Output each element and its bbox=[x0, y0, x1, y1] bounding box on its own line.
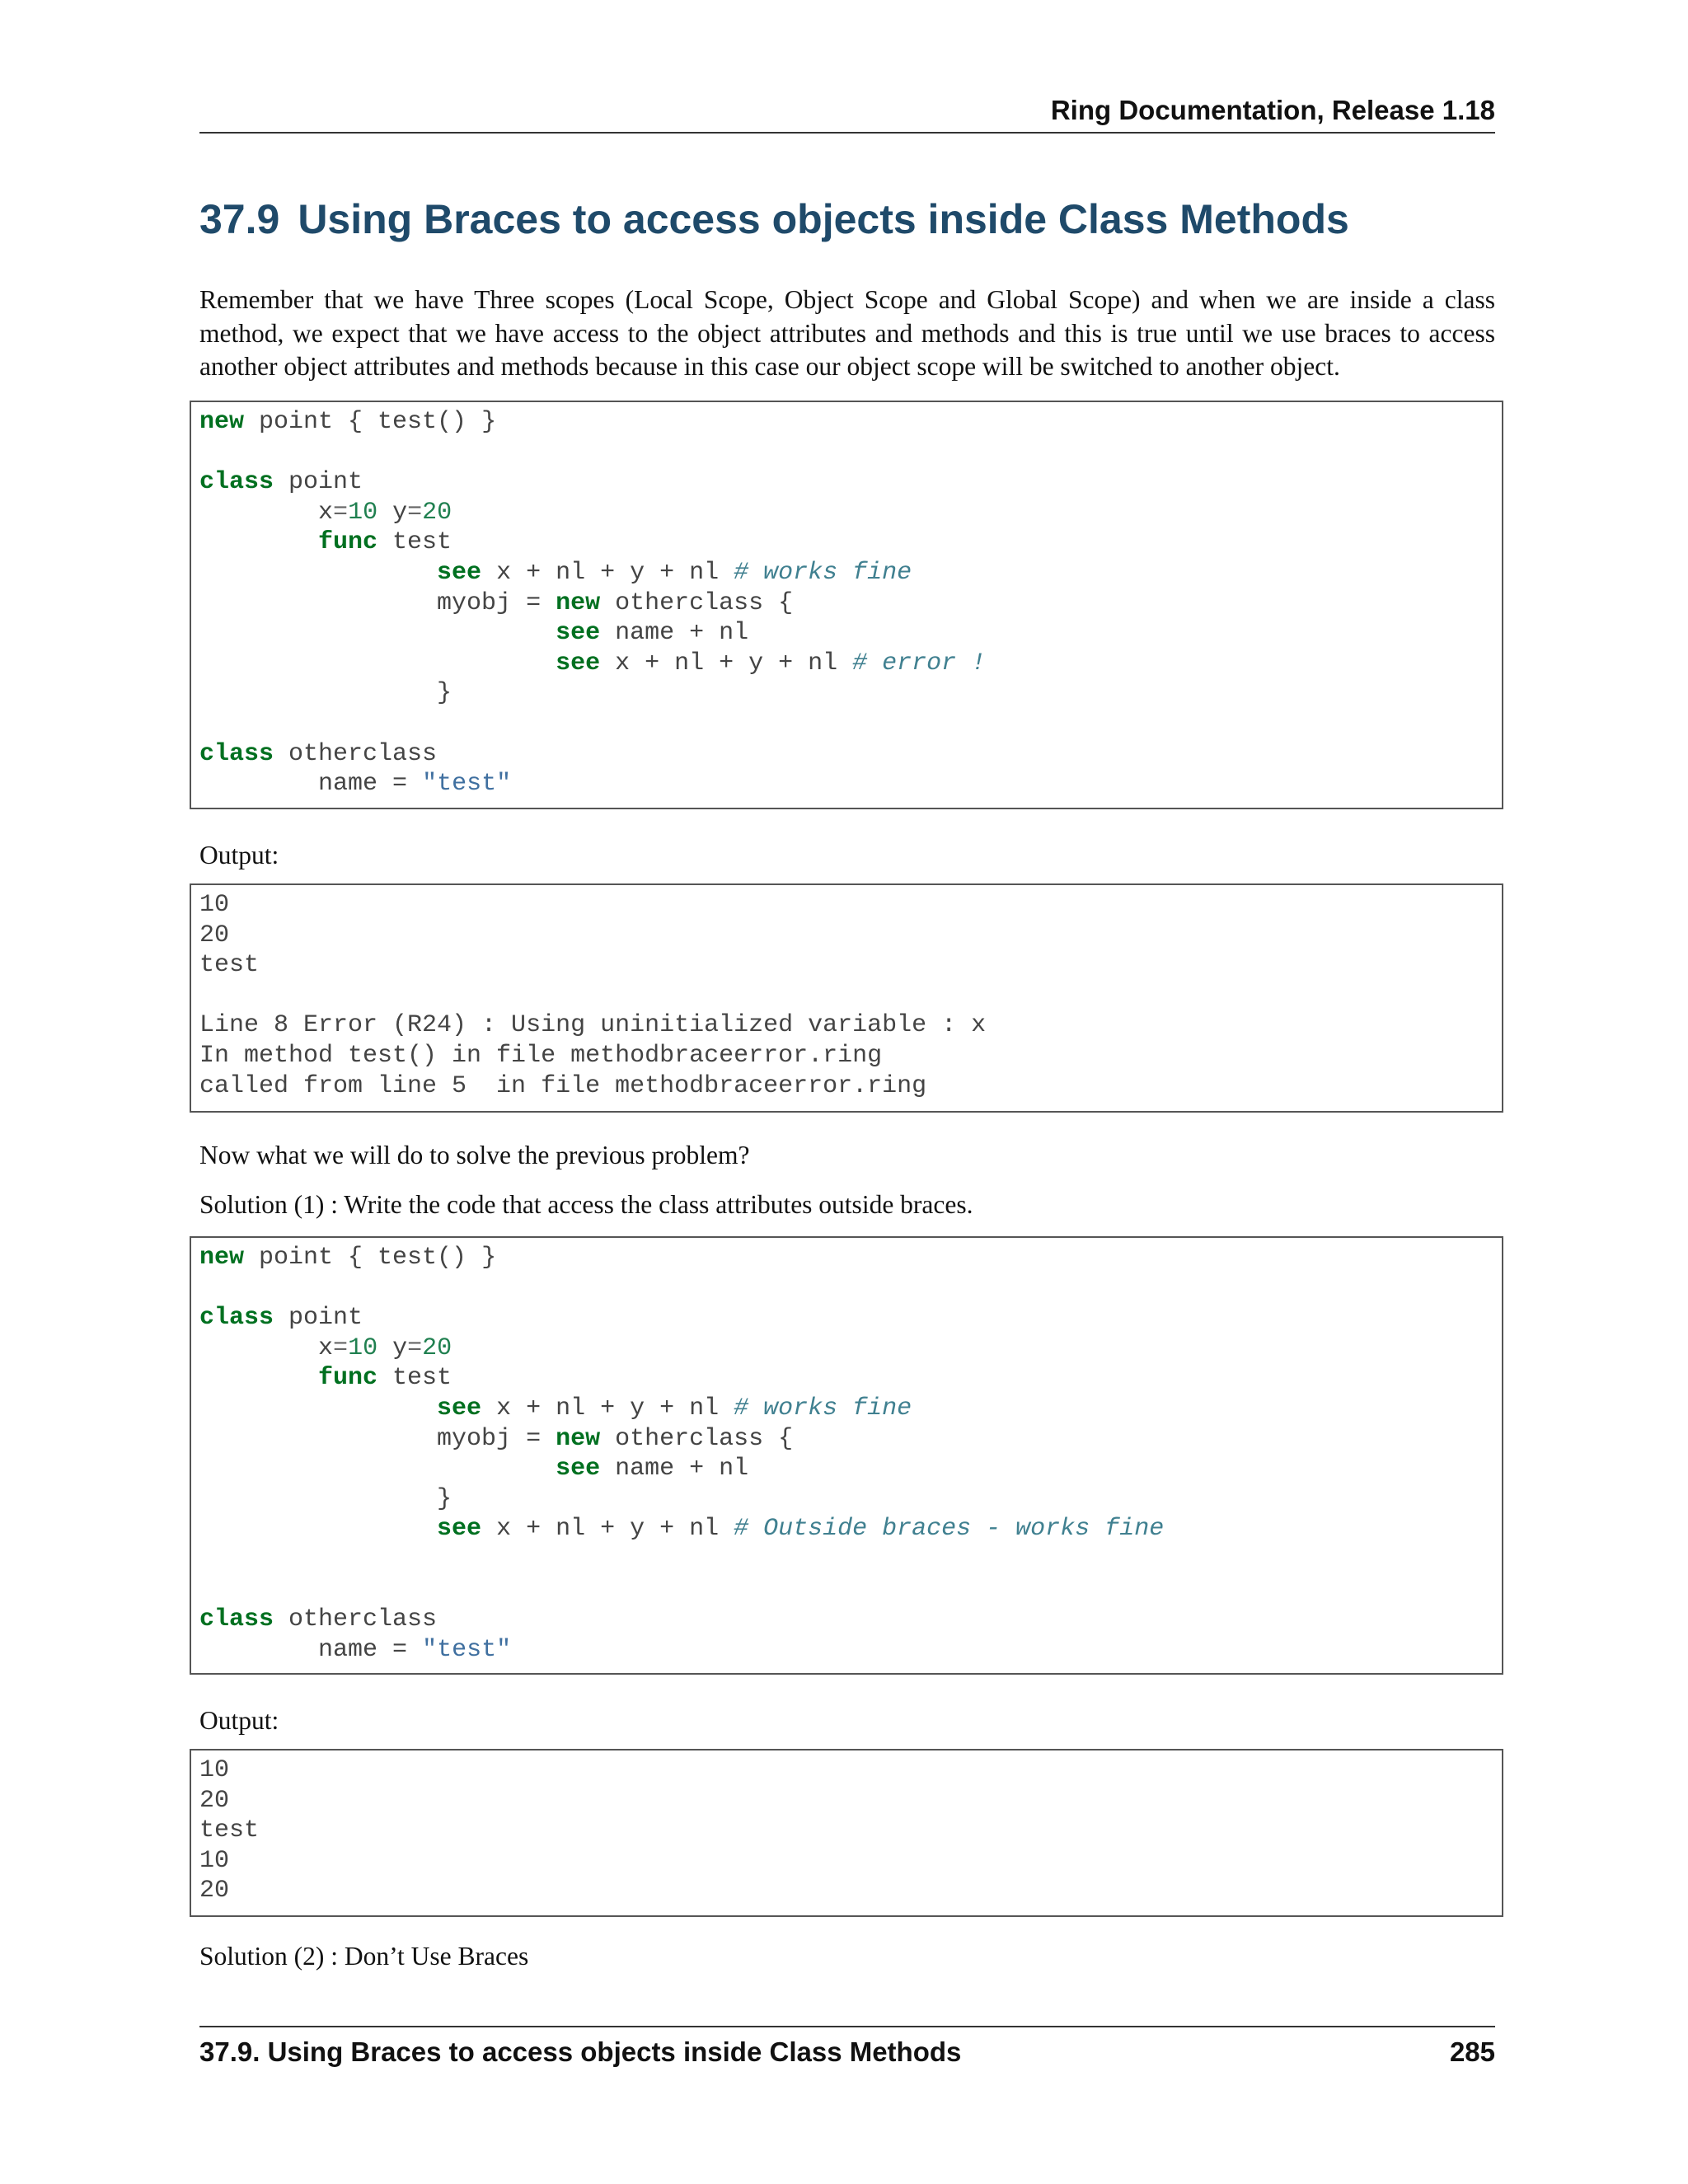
code-line bbox=[199, 588, 1493, 619]
output-line bbox=[199, 981, 1493, 1011]
output-line: called from line 5 in file methodbraceerror.ring bbox=[199, 1071, 927, 1100]
code-token: # Outside braces - works fine bbox=[734, 1515, 1165, 1544]
code-token: # works fine bbox=[734, 1394, 912, 1422]
code-token: # works fine bbox=[734, 558, 912, 587]
code-token: otherclass { bbox=[600, 1424, 794, 1453]
code-token: point bbox=[274, 468, 363, 497]
code-token: "test" bbox=[422, 1635, 512, 1664]
solution-1-paragraph: Solution (1) : Write the code that access the class attributes outside braces. bbox=[199, 1190, 973, 1219]
code-token: see bbox=[556, 649, 601, 677]
code-line bbox=[199, 558, 1493, 588]
header-title: Ring Documentation, Release 1.18 bbox=[1050, 95, 1495, 125]
code-line bbox=[199, 1484, 1493, 1515]
code-token: see bbox=[556, 1455, 601, 1483]
output-block-2 bbox=[190, 1749, 1503, 1917]
code-line bbox=[199, 1243, 1493, 1273]
code-token: see bbox=[437, 1515, 482, 1544]
output-line: 20 bbox=[199, 1786, 230, 1815]
code-line bbox=[199, 467, 1493, 498]
code-token: otherclass { bbox=[600, 588, 794, 617]
code-token: point { test() } bbox=[244, 1244, 497, 1272]
code-token: 20 bbox=[422, 1333, 452, 1362]
code-token: class bbox=[199, 468, 274, 497]
solution-2-paragraph: Solution (2) : Don’t Use Braces bbox=[199, 1942, 529, 1971]
code-line bbox=[199, 769, 1493, 799]
code-token: func bbox=[318, 1364, 378, 1393]
code-token: class bbox=[199, 1304, 274, 1333]
code-token: x + nl + y + nl bbox=[600, 649, 853, 677]
code-token: = bbox=[333, 1333, 349, 1362]
code-line bbox=[199, 1303, 1493, 1333]
code-block-1 bbox=[190, 401, 1503, 809]
code-token: } bbox=[437, 1484, 452, 1513]
code-line bbox=[199, 1605, 1493, 1635]
code-token: class bbox=[199, 739, 274, 768]
code-token: 10 bbox=[348, 498, 378, 527]
code-token: # error ! bbox=[852, 649, 987, 677]
output-line: 20 bbox=[199, 921, 230, 949]
code-line bbox=[199, 1273, 1493, 1304]
code-token: = bbox=[407, 498, 423, 527]
code-line bbox=[199, 438, 1493, 468]
code-line bbox=[199, 739, 1493, 770]
output-label-1: Output: bbox=[199, 841, 279, 869]
question-paragraph: Now what we will do to solve the previous problem? bbox=[199, 1141, 750, 1169]
code-token: see bbox=[437, 1394, 482, 1422]
code-line bbox=[199, 678, 1493, 709]
output-label-2: Output: bbox=[199, 1706, 279, 1735]
section-title bbox=[199, 191, 1518, 247]
output-line: 20 bbox=[199, 1877, 230, 1905]
code-token: myobj = bbox=[437, 588, 556, 617]
code-line bbox=[199, 407, 1493, 438]
code-token: otherclass bbox=[274, 1605, 438, 1634]
code-line bbox=[199, 1454, 1493, 1484]
code-token: point bbox=[274, 1304, 363, 1333]
code-line bbox=[199, 1394, 1493, 1424]
code-token: new bbox=[556, 588, 601, 617]
code-token: class bbox=[199, 1605, 274, 1634]
code-token: x + nl + y + nl bbox=[481, 558, 734, 587]
footer-section: 37.9. Using Braces to access objects inside Class Methods bbox=[199, 2036, 962, 2067]
output-line: test bbox=[199, 951, 260, 980]
code-token: y bbox=[377, 498, 408, 527]
code-token: x bbox=[318, 1333, 334, 1362]
code-line bbox=[199, 709, 1493, 739]
output-block-1 bbox=[190, 883, 1503, 1113]
code-line bbox=[199, 1635, 1493, 1666]
section-heading: Using Braces to access objects inside Class Methods bbox=[298, 196, 1349, 242]
output-line: test bbox=[199, 1816, 260, 1845]
output-line: In method test() in file methodbraceerror.ring bbox=[199, 1041, 883, 1070]
output-line: 10 bbox=[199, 1846, 230, 1875]
code-token: new bbox=[556, 1424, 601, 1453]
code-line bbox=[199, 649, 1493, 679]
code-line bbox=[199, 1424, 1493, 1455]
output-line: Line 8 Error (R24) : Using uninitialized variable : x bbox=[199, 1011, 987, 1040]
code-token: see bbox=[556, 619, 601, 648]
code-token: point { test() } bbox=[244, 408, 497, 436]
section-number: 37.9 bbox=[199, 196, 280, 242]
code-token: new bbox=[199, 408, 245, 436]
code-token: name + nl bbox=[600, 1455, 749, 1483]
code-line bbox=[199, 618, 1493, 649]
code-token: otherclass bbox=[274, 739, 438, 768]
code-token: "test" bbox=[422, 770, 512, 799]
code-line bbox=[199, 1544, 1493, 1575]
code-line bbox=[199, 1514, 1493, 1544]
code-line bbox=[199, 1333, 1493, 1364]
code-line bbox=[199, 1363, 1493, 1394]
code-token: } bbox=[437, 679, 452, 708]
code-token: test bbox=[377, 528, 452, 557]
code-token: func bbox=[318, 528, 378, 557]
code-line bbox=[199, 527, 1493, 558]
output-line: 10 bbox=[199, 1756, 230, 1784]
code-block-2 bbox=[190, 1236, 1503, 1675]
code-token: x + nl + y + nl bbox=[481, 1515, 734, 1544]
code-line bbox=[199, 498, 1493, 528]
code-token: name = bbox=[318, 770, 423, 799]
page-footer bbox=[199, 2026, 1495, 2070]
code-token: name + nl bbox=[600, 619, 749, 648]
code-token: 10 bbox=[348, 1333, 378, 1362]
code-token: = bbox=[333, 498, 349, 527]
code-token: 20 bbox=[422, 498, 452, 527]
code-token: x bbox=[318, 498, 334, 527]
code-token: name = bbox=[318, 1635, 423, 1664]
page-number: 285 bbox=[1449, 2036, 1495, 2067]
code-token: new bbox=[199, 1244, 245, 1272]
code-token: myobj = bbox=[437, 1424, 556, 1453]
code-token: y bbox=[377, 1333, 408, 1362]
code-token: = bbox=[407, 1333, 423, 1362]
code-token: see bbox=[437, 558, 482, 587]
code-token: x + nl + y + nl bbox=[481, 1394, 734, 1422]
output-line: 10 bbox=[199, 891, 230, 919]
intro-paragraph: Remember that we have Three scopes (Local Scope, Object Scope and Global Scope) and when we are inside a class method, we expect that we have access to the object attributes and methods and this is true until we use braces to access another object attributes and methods because in this case our object scope will be switched to another object. bbox=[199, 285, 1495, 381]
code-line bbox=[199, 1575, 1493, 1605]
page-header bbox=[199, 92, 1495, 134]
code-token: test bbox=[377, 1364, 452, 1393]
